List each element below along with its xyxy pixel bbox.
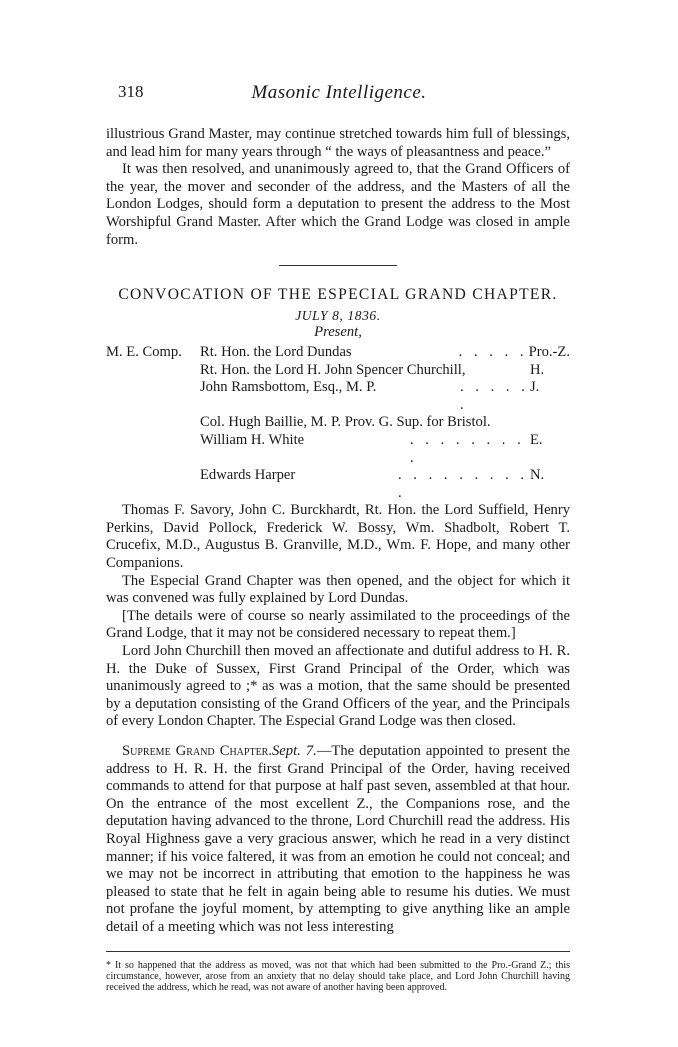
companions-paragraph: Thomas F. Savory, John C. Burckhardt, Rt. Hon. the Lord Suffield, Henry Perkins, David Pollock, Frederick W. Bossy, Wm. Shadbolt, Robert T. Crucefix, M.D., Augustus B. Granville, M.D., Wm. F. Hope, and many other Companions.	[106, 502, 570, 572]
companion-prefix: M. E. Comp.	[106, 343, 182, 360]
officer-row	[106, 432, 570, 467]
leader-dots: . . . . . . . . .	[410, 431, 525, 466]
officer-row	[106, 379, 570, 414]
bracket-note-paragraph: [The details were of course so nearly assimilated to the proceedings of the Grand Lodge, that it may not be considered necessary to repeat them.]	[106, 607, 570, 642]
leader-dots: . . . . .	[458, 343, 528, 360]
officer-name: Edwards Harper	[200, 467, 296, 484]
present-label: Present,	[314, 324, 362, 341]
chapter-opened-paragraph: The Especial Grand Chapter was then opened, and the object for which it was convened was fully explained by Lord Dundas.	[106, 572, 570, 607]
leader-dots: . . . . . .	[460, 379, 529, 413]
officer-name: John Ramsbottom, Esq., M. P.	[200, 379, 377, 396]
officer-office: N.	[530, 467, 545, 484]
supreme-chapter-text: —The deputation appointed to present the address to H. R. H. the first Grand Principal of the Order, having received commands to attend for that purpose at half past seven, assembled at that hour. On the entrance of the most excellent Z., the Companions rose, and the deputation having advanced to the throne, Lord Churchill read the address. His Royal Highness gave a very gracious answer, which he read in a very distinct manner; if his voice faltered, it was from an emotion he could not conceal; and we may not be incorrect in attributing that emotion to the happiness he was pleased to state that he felt in again being able to resume his duties. We must not profane the joyful moment, by attempting to give anything like an ample detail of a meeting which was not less interesting	[106, 743, 570, 935]
officer-row	[106, 414, 570, 432]
section-heading: CONVOCATION OF THE ESPECIAL GRAND CHAPTER.	[118, 286, 558, 304]
section-date: JULY 8, 1836.	[295, 307, 381, 323]
officer-name: Rt. Hon. the Lord H. John Spencer Churchill,	[200, 361, 466, 378]
officer-row	[106, 467, 570, 502]
officer-name: Rt. Hon. the Lord Dundas	[200, 343, 352, 360]
officer-office: H.	[530, 361, 545, 378]
churchill-motion-paragraph: Lord John Churchill then moved an affectionate and dutiful address to H. R. H. the Duke of Sussex, First Grand Principal of the Order, which was unanimously agreed to ;* as was a motion, that the same should be presented by a deputation consisting of the Grand Officers of the year, and the Principals of every London Chapter. The Especial Grand Lodge was then closed.	[106, 643, 570, 730]
footnote-rule	[106, 951, 570, 952]
officer-office: Pro.-Z.	[528, 343, 570, 360]
supreme-chapter-label: Supreme Grand Chapter.	[122, 743, 272, 759]
footnote: * It so happened that the address as moved, was not that which had been submitted to the Pro.-Grand Z.; this circumstance, however, arose from an anxiety that no delay should take place, and Lord John Churchill having received the address, which he read, was not aware of another having been approved.	[106, 959, 570, 993]
officer-name: Col. Hugh Baillie, M. P. Prov. G. Sup. for Bristol.	[200, 414, 491, 431]
running-title: Masonic Intelligence.	[251, 82, 427, 103]
section-divider	[279, 265, 397, 266]
supreme-chapter-paragraph	[106, 743, 570, 937]
officer-office: E.	[530, 431, 543, 448]
officer-office: J.	[530, 379, 540, 396]
supreme-chapter-date: Sept. 7.	[272, 743, 317, 759]
officers-list	[106, 344, 570, 502]
leader-dots: . . . . . . . . . .	[398, 467, 529, 501]
officer-row	[106, 362, 570, 380]
page-number: 318	[118, 82, 144, 101]
intro-paragraph-1: illustrious Grand Master, may continue stretched towards him full of blessings, and lead him for many years through “ the ways of pleasantness and peace.”	[106, 126, 570, 160]
page-body	[106, 126, 570, 993]
page-header	[118, 82, 560, 108]
officer-name: William H. White	[200, 431, 305, 448]
officer-row	[106, 344, 570, 362]
intro-paragraph-2: It was then resolved, and unanimously agreed to, that the Grand Officers of the year, the mover and seconder of the address, and the Masters of all the London Lodges, should form a deputation to present the address to the Most Worshipful Grand Master. After which the Grand Lodge was closed in ample form.	[106, 161, 570, 248]
